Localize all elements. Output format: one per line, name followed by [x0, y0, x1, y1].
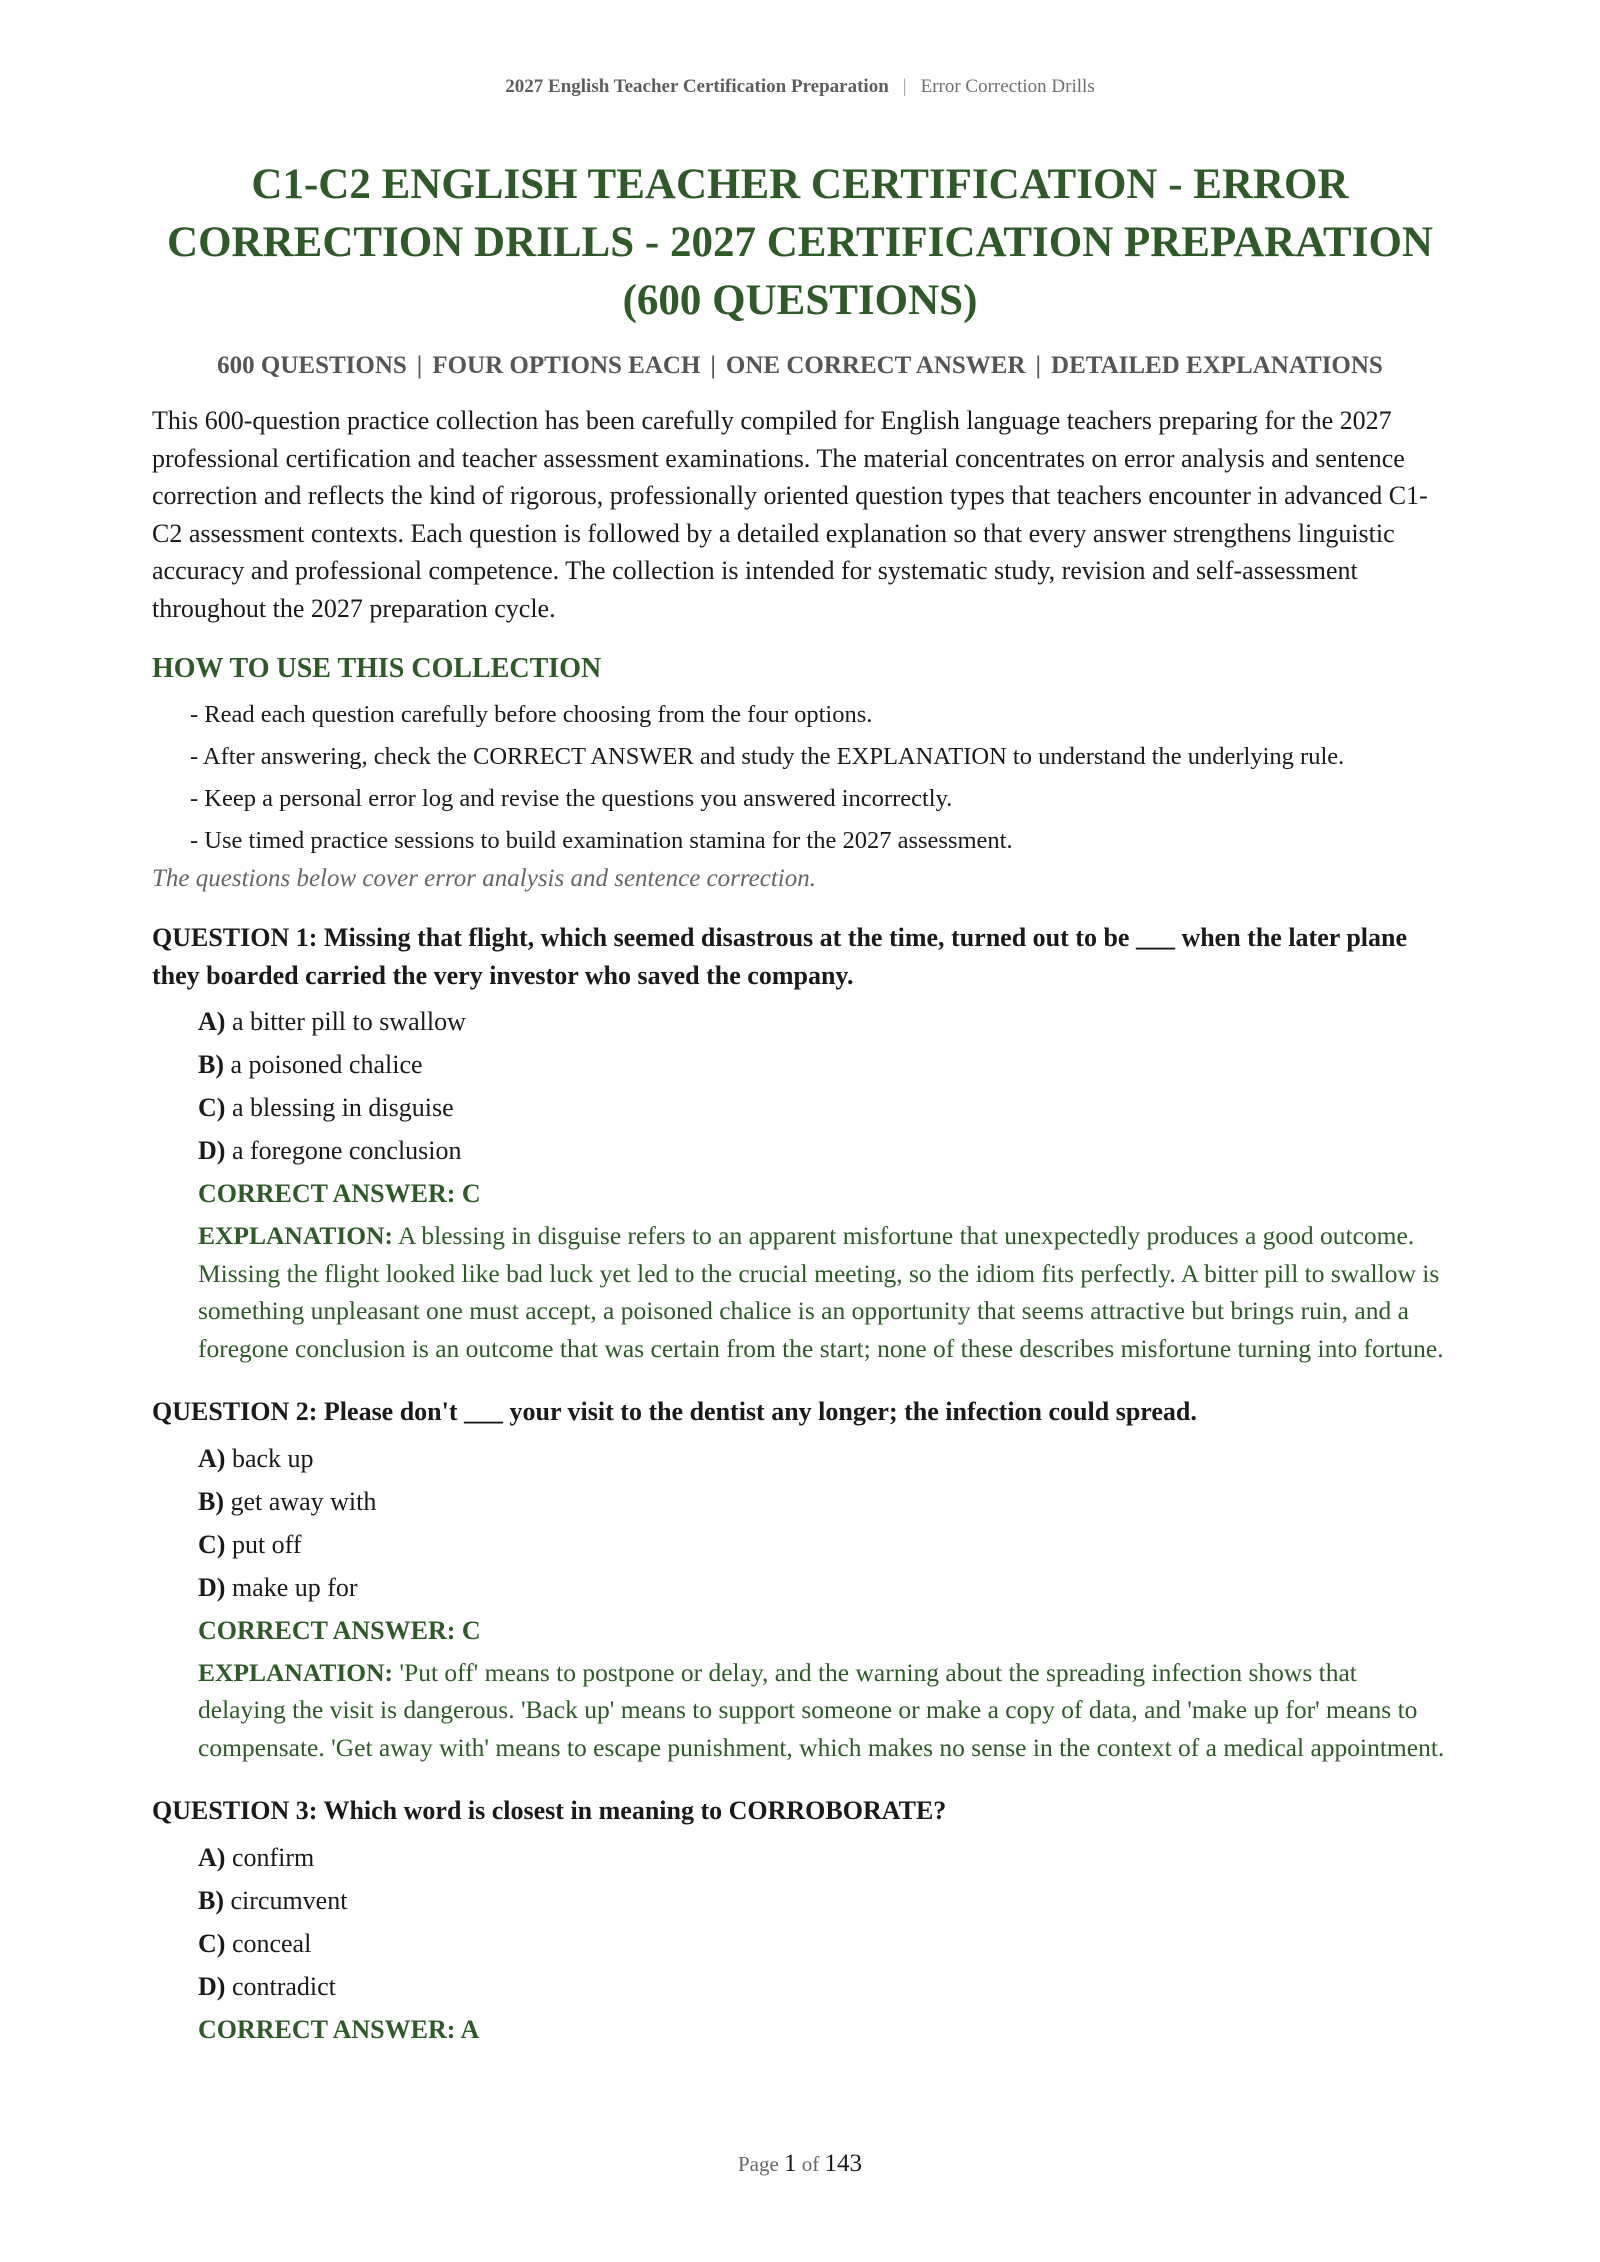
option-a[interactable] [198, 1000, 1448, 1043]
option-b[interactable] [198, 1879, 1448, 1922]
intro-paragraph: This 600-question practice collection has been carefully compiled for English language teachers preparing for the 2027 professional certification and teacher assessment examinations. The material concentrates on error analysis and sentence correction and reflects the kind of rigorous, professionally oriented question types that teachers encounter in advanced C1-C2 assessment contexts. Each question is followed by a detailed explanation so that every answer strengthens linguistic accuracy and professional competence. The collection is intended for systematic study, revision and self-assessment throughout the 2027 preparation cycle. [152, 406, 1428, 623]
option-letter: D) [198, 1136, 226, 1165]
how-to-steps [152, 697, 1448, 859]
how-to-step: - Keep a personal error log and revise the questions you answered incorrectly. [190, 785, 953, 812]
option-c[interactable] [198, 1922, 1448, 1965]
of-word: of [801, 2152, 820, 2176]
option-b[interactable] [198, 1043, 1448, 1086]
option-letter: D) [198, 1971, 226, 2001]
correct-answer: CORRECT ANSWER: C [198, 1179, 481, 1208]
explanation-text: A blessing in disguise refers to an apparent misfortune that unexpectedly produces a good outcome. Missing the flight looked like bad luck yet led to the crucial meeting, so the idiom fits perfectly. A bitter pill to swallow is something unpleasant one must accept, a poisoned chalice is an opportunity that seems attractive but brings ruin, and a foregone conclusion is an outcome that was certain from the start; none of these describes misfortune turning into fortune. [198, 1221, 1444, 1363]
how-to-heading: HOW TO USE THIS COLLECTION [152, 653, 602, 684]
option-letter: D) [198, 1572, 226, 1602]
options-list [152, 1000, 1448, 1172]
option-text: make up for [231, 1572, 358, 1602]
option-text: get away with [230, 1486, 377, 1516]
option-letter: C) [198, 1928, 226, 1958]
correct-answer: CORRECT ANSWER: C [198, 1615, 481, 1645]
option-text: confirm [231, 1842, 315, 1872]
subtitle-bar [152, 352, 1448, 380]
header-separator: | [902, 76, 907, 97]
option-text: a poisoned chalice [230, 1050, 423, 1079]
question-block-1 [152, 919, 1448, 1367]
option-letter: B) [198, 1050, 224, 1079]
page-footer [0, 2150, 1600, 2178]
page-word: Page [737, 2152, 779, 2176]
option-text: circumvent [230, 1885, 348, 1915]
document-page [152, 0, 1448, 2051]
options-list [152, 1836, 1448, 2008]
explanation [152, 1654, 1448, 1767]
explanation [152, 1217, 1448, 1367]
option-d[interactable] [198, 1965, 1448, 2008]
option-text: contradict [231, 1971, 336, 2001]
subtitle-separator: | [416, 352, 423, 379]
subtitle-item: ONE CORRECT ANSWER [725, 352, 1026, 379]
how-to-step: - After answering, check the CORRECT ANSWER and study the EXPLANATION to understand the underlying rule. [190, 743, 1345, 770]
question-text: QUESTION 1: Missing that flight, which seemed disastrous at the time, turned out to be ___ when the later plane they boarded carried the very investor who saved the company. [152, 923, 1408, 990]
option-letter: A) [198, 1842, 226, 1872]
question-block-3 [152, 1792, 1448, 2051]
subtitle-separator: | [1035, 352, 1042, 379]
option-text: conceal [231, 1928, 312, 1958]
subtitle-separator: | [710, 352, 716, 379]
option-letter: B) [198, 1486, 224, 1516]
option-text: put off [231, 1529, 302, 1559]
question-text: QUESTION 3: Which word is closest in meaning to CORROBORATE? [152, 1796, 947, 1825]
explanation-label: EXPLANATION: [198, 1657, 394, 1687]
header-section: Error Correction Drills [920, 76, 1095, 97]
question-text: QUESTION 2: Please don't ___ your visit to the dentist any longer; the infection could spread. [152, 1397, 1197, 1426]
subtitle-item: FOUR OPTIONS EACH [432, 352, 701, 379]
option-a[interactable] [198, 1437, 1448, 1480]
collection-note: The questions below cover error analysis and sentence correction. [152, 865, 817, 892]
explanation-text: 'Put off' means to postpone or delay, and the warning about the spreading infection shows that delaying the visit is dangerous. 'Back up' means to support someone or make a copy of data, and 'make up for' means to compensate. 'Get away with' means to escape punishment, which makes no sense in the context of a medical appointment. [198, 1657, 1445, 1762]
option-text: a bitter pill to swallow [231, 1007, 466, 1036]
option-d[interactable] [198, 1566, 1448, 1609]
how-to-step: - Use timed practice sessions to build examination stamina for the 2027 assessment. [190, 827, 1013, 854]
page-number: 1 [784, 2150, 797, 2177]
options-list [152, 1437, 1448, 1609]
option-text: back up [231, 1443, 314, 1473]
option-a[interactable] [198, 1836, 1448, 1879]
option-c[interactable] [198, 1086, 1448, 1129]
header-series: 2027 English Teacher Certification Preparation [505, 76, 889, 97]
correct-answer: CORRECT ANSWER: A [198, 2014, 480, 2044]
option-letter: A) [198, 1007, 226, 1036]
option-letter: A) [198, 1443, 226, 1473]
page-total: 143 [824, 2150, 863, 2177]
option-letter: C) [198, 1529, 226, 1559]
how-to-step: - Read each question carefully before choosing from the four options. [190, 701, 873, 728]
option-letter: B) [198, 1885, 224, 1915]
document-title: C1-C2 ENGLISH TEACHER CERTIFICATION - ERROR CORRECTION DRILLS - 2027 CERTIFICATION PREPARATION (600 QUESTIONS) [167, 161, 1433, 324]
question-block-2 [152, 1393, 1448, 1766]
subtitle-item: 600 QUESTIONS [217, 352, 407, 379]
option-b[interactable] [198, 1480, 1448, 1523]
option-text: a blessing in disguise [231, 1093, 454, 1122]
subtitle-item: DETAILED EXPLANATIONS [1051, 352, 1383, 379]
running-header [152, 76, 1448, 98]
option-c[interactable] [198, 1523, 1448, 1566]
option-text: a foregone conclusion [231, 1136, 462, 1165]
option-letter: C) [198, 1093, 226, 1122]
explanation-label: EXPLANATION: [198, 1221, 394, 1250]
option-d[interactable] [198, 1129, 1448, 1172]
